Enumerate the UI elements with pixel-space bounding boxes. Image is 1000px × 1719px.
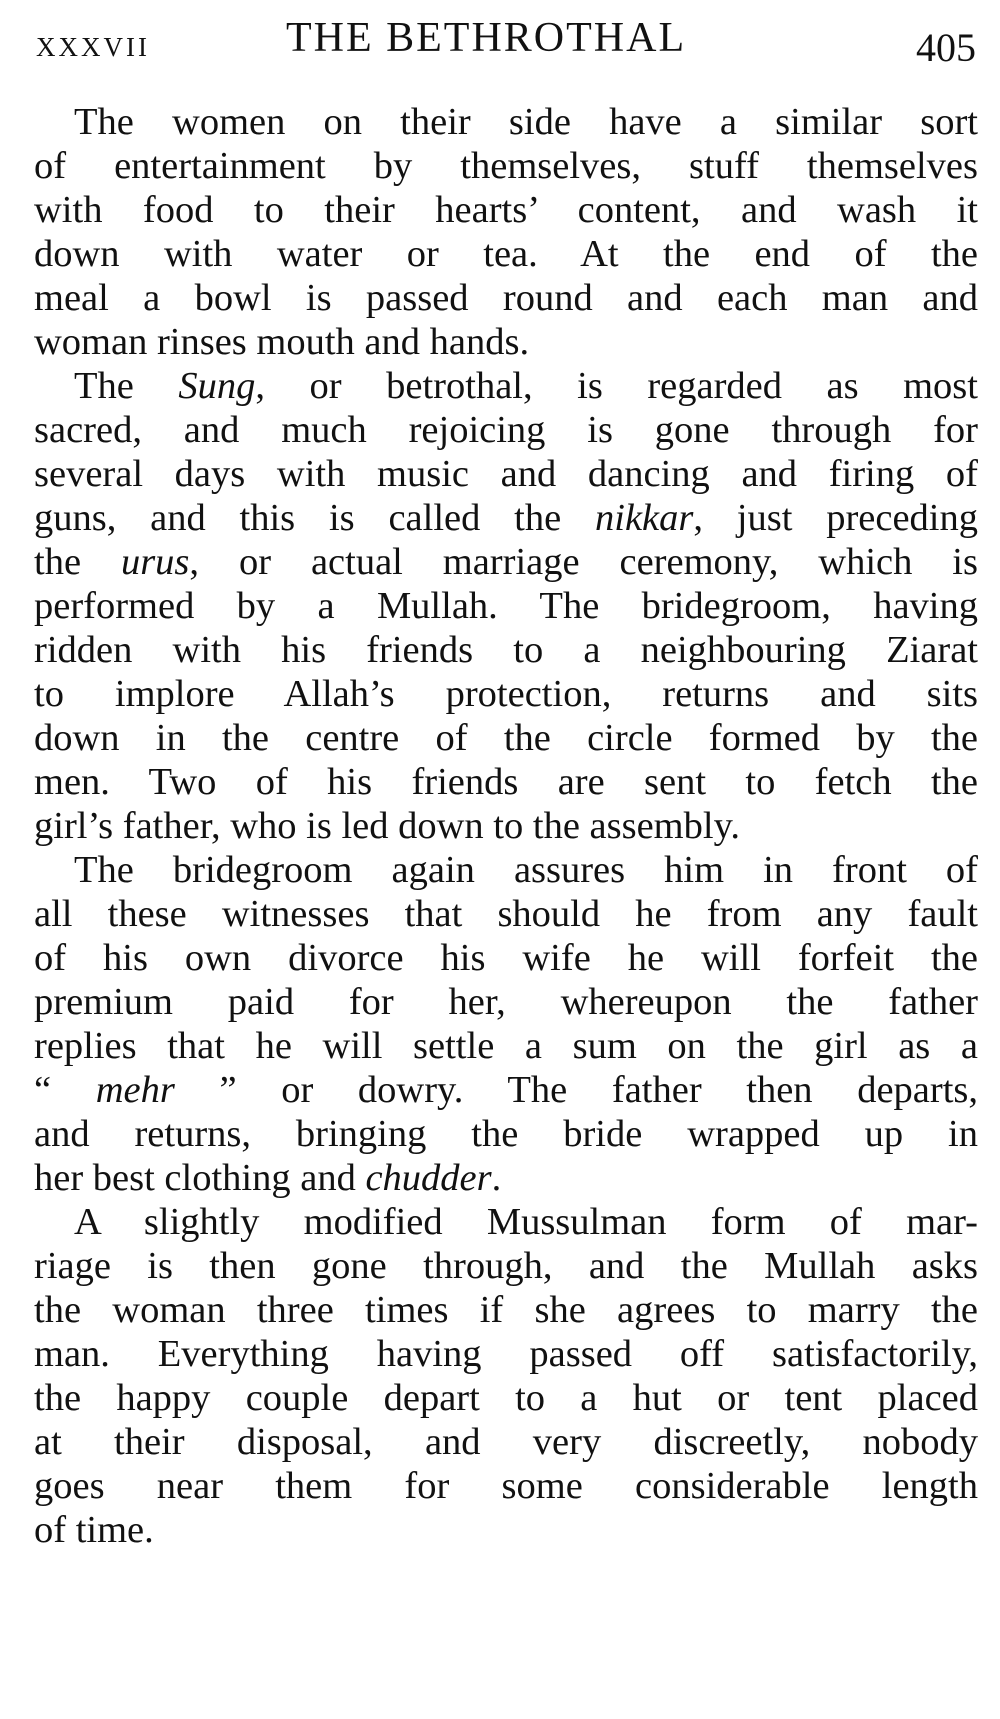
text-run: her best clothing and <box>34 1157 366 1199</box>
italic-term: Sung <box>178 365 256 407</box>
paragraph <box>34 100 978 364</box>
text-run: the woman three times if she agrees to marry the <box>34 1289 978 1331</box>
running-title: THE BETHROTHAL <box>286 15 687 61</box>
text-run: The bridegroom again assures him in front of <box>74 849 978 891</box>
text-line <box>34 936 978 980</box>
text-line <box>34 1024 978 1068</box>
text-line <box>34 144 978 188</box>
paragraph <box>34 1200 978 1552</box>
text-line <box>34 320 978 364</box>
text-run: premium paid for her, whereupon the father <box>34 981 978 1023</box>
text-run: at their disposal, and very discreetly, nobody <box>34 1421 978 1463</box>
text-line <box>34 276 978 320</box>
italic-term: urus <box>120 541 190 583</box>
italic-term: nikkar <box>595 497 694 539</box>
text-line <box>34 1244 978 1288</box>
page-number: 405 <box>916 25 976 70</box>
text-run: goes near them for some considerable length <box>34 1465 978 1507</box>
text-run: riage is then gone through, and the Mullah asks <box>34 1245 978 1287</box>
text-line <box>34 760 978 804</box>
text-line <box>34 628 978 672</box>
text-line <box>34 496 978 540</box>
text-run: down with water or tea. At the end of the <box>34 233 978 275</box>
text-line <box>34 232 978 276</box>
text-line <box>34 1288 978 1332</box>
text-run: man. Everything having passed off satisfactorily, <box>34 1333 978 1375</box>
text-line <box>34 1112 978 1156</box>
running-head <box>36 14 976 74</box>
paragraph <box>34 848 978 1200</box>
text-run: , just preceding <box>693 497 978 539</box>
text-run: performed by a Mullah. The bridegroom, having <box>34 585 978 627</box>
text-run: the happy couple depart to a hut or tent placed <box>34 1377 978 1419</box>
text-run: guns, and this is called the <box>34 497 595 539</box>
text-run: with food to their hearts’ content, and wash it <box>34 189 978 231</box>
text-line <box>34 408 978 452</box>
text-run: girl’s father, who is led down to the assembly. <box>34 805 740 847</box>
text-run: ” or dowry. The father then departs, <box>174 1069 978 1111</box>
text-run: all these witnesses that should he from any fault <box>34 893 978 935</box>
text-line <box>34 1068 978 1112</box>
text-line <box>34 188 978 232</box>
body-text <box>34 100 978 1552</box>
text-line <box>34 980 978 1024</box>
text-line <box>34 672 978 716</box>
text-line <box>34 100 978 144</box>
text-line <box>34 584 978 628</box>
text-run: A slightly modified Mussulman form of mar- <box>74 1201 978 1243</box>
text-run: , or betrothal, is regarded as most <box>255 365 978 407</box>
text-line <box>34 1156 978 1200</box>
text-run: of entertainment by themselves, stuff themselves <box>34 145 978 187</box>
text-run: “ <box>34 1069 96 1111</box>
italic-term: mehr <box>95 1069 175 1111</box>
text-run: meal a bowl is passed round and each man and <box>34 277 978 319</box>
italic-term: chudder <box>365 1157 492 1199</box>
text-run: several days with music and dancing and firing of <box>34 453 978 495</box>
text-run: The women on their side have a similar sort <box>74 101 978 143</box>
text-run: replies that he will settle a sum on the girl as a <box>34 1025 978 1067</box>
text-line <box>34 1464 978 1508</box>
text-run: woman rinses mouth and hands. <box>34 321 530 363</box>
paragraph <box>34 364 978 848</box>
text-line <box>34 892 978 936</box>
text-run: to implore Allah’s protection, returns and sits <box>34 673 978 715</box>
text-run: ridden with his friends to a neighbouring Ziarat <box>34 629 978 671</box>
text-run: , or actual marriage ceremony, which is <box>189 541 978 583</box>
text-line <box>34 452 978 496</box>
text-run: of time. <box>34 1509 154 1551</box>
text-line <box>34 804 978 848</box>
text-line <box>34 1200 978 1244</box>
text-run: The <box>74 365 179 407</box>
text-run: sacred, and much rejoicing is gone through for <box>34 409 978 451</box>
text-line <box>34 1332 978 1376</box>
text-run: the <box>34 541 121 583</box>
text-run: and returns, bringing the bride wrapped up in <box>34 1113 978 1155</box>
text-line <box>34 1376 978 1420</box>
text-line <box>34 848 978 892</box>
text-run: of his own divorce his wife he will forfeit the <box>34 937 978 979</box>
text-run: down in the centre of the circle formed by the <box>34 717 978 759</box>
text-line <box>34 1508 978 1552</box>
text-line <box>34 1420 978 1464</box>
text-line <box>34 364 978 408</box>
text-line <box>34 716 978 760</box>
text-line <box>34 540 978 584</box>
chapter-number: XXXVII <box>36 32 150 62</box>
text-run: . <box>491 1157 502 1199</box>
text-run: men. Two of his friends are sent to fetch the <box>34 761 978 803</box>
